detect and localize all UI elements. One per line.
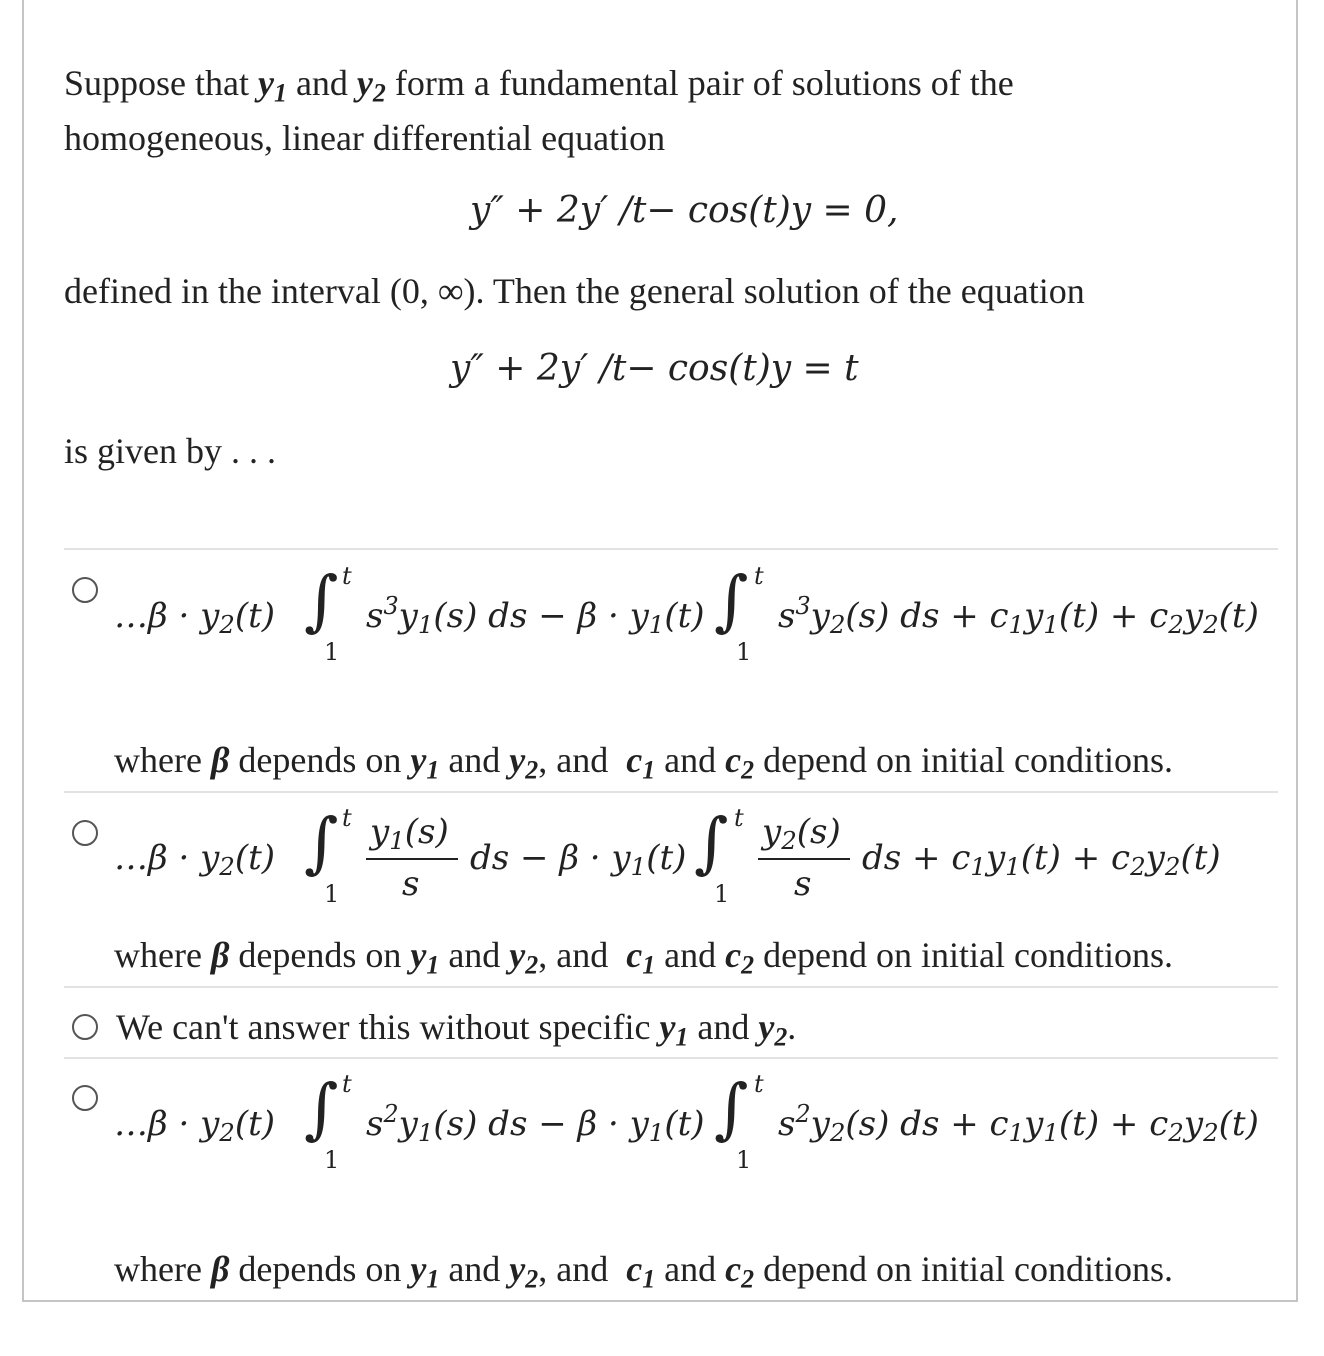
integral-sign: ∫ [694, 804, 729, 881]
option-a-integrand-2: $s^3y_2(s)$ ds + $c_1y_1(t) + c_2y_2(t)$ [778, 591, 1259, 640]
option-a-where-text: where β depends on $y_1$ and $y_2$, and $c_1$ and $c_2$ depend on initial conditions. [114, 740, 1174, 785]
separator [64, 1057, 1278, 1059]
option-b-lead: …β · $y_2(t)$ [114, 838, 276, 882]
lead-out-text: is given by . . . [64, 431, 276, 471]
option-a-radio[interactable] [72, 577, 98, 603]
integral-sign: ∫ [304, 1070, 339, 1147]
separator [64, 548, 1278, 550]
fraction-numerator: $y_1(s)$ [370, 812, 449, 856]
upper-limit: t [342, 1070, 352, 1098]
fraction-numerator: $y_2(s)$ [762, 812, 841, 856]
upper-limit: t [754, 1070, 764, 1098]
option-d-lead: …β · $y_2(t)$ [114, 1104, 276, 1148]
upper-limit: t [754, 562, 764, 590]
y2-symbol: $y_2$ [356, 63, 386, 108]
option-d-radio[interactable] [72, 1085, 98, 1111]
separator [64, 986, 1278, 988]
fraction-bar [758, 858, 850, 860]
intro-line-1: Suppose that $y_1$ and $y_2$ form a fundamental pair of solutions of the [64, 63, 1014, 108]
option-a-lead: …β · $y_2(t)$ [114, 596, 276, 640]
integral-sign: ∫ [304, 804, 339, 881]
option-b-tail: ds + $c_1y_1(t) + c_2y_2(t)$ [862, 838, 1221, 882]
upper-limit: t [342, 562, 352, 590]
lower-limit: 1 [324, 1146, 340, 1174]
homogeneous-equation: y″ + 2y′ /t− cos(t)y = 0, [470, 190, 899, 231]
lower-limit: 1 [324, 880, 340, 908]
fraction-bar [366, 858, 458, 860]
lower-limit: 1 [714, 880, 730, 908]
option-c-radio[interactable] [72, 1014, 98, 1040]
option-b-radio[interactable] [72, 820, 98, 846]
option-a-integrand-1: $s^3y_1(s)$ ds − $\beta \cdot y_1(t)$ [366, 591, 705, 640]
option-d-integrand-2: $s^2y_2(s)$ ds + $c_1y_1(t) + c_2y_2(t)$ [778, 1099, 1259, 1148]
fraction-denominator: s [794, 864, 812, 904]
integral-sign: ∫ [304, 562, 339, 639]
option-d-integrand-1: $s^2y_1(s)$ ds − $\beta \cdot y_1(t)$ [366, 1099, 705, 1148]
y1-symbol: $y_1$ [258, 63, 287, 108]
intro-line-2: homogeneous, linear differential equation [64, 118, 666, 158]
option-b-middle: ds − $\beta \cdot y_1(t)$ [470, 838, 687, 882]
integral-sign: ∫ [714, 1070, 749, 1147]
option-c-text[interactable]: We can't answer this without specific $y_1$ and $y_2$. [116, 1007, 797, 1052]
option-d-where-text: where β depends on $y_1$ and $y_2$, and $c_1$ and $c_2$ depend on initial conditions. [114, 1249, 1174, 1294]
upper-limit: t [342, 804, 352, 832]
fraction-denominator: s [402, 864, 420, 904]
separator [64, 791, 1278, 793]
upper-limit: t [734, 804, 744, 832]
lower-limit: 1 [736, 638, 752, 666]
lower-limit: 1 [736, 1146, 752, 1174]
option-b-where-text: where β depends on $y_1$ and $y_2$, and $c_1$ and $c_2$ depend on initial conditions. [114, 935, 1174, 980]
interval-text: defined in the interval (0, ∞). Then the general solution of the equation [64, 271, 1085, 311]
lower-limit: 1 [324, 638, 340, 666]
nonhomogeneous-equation: y″ + 2y′ /t− cos(t)y = t [450, 348, 859, 389]
integral-sign: ∫ [714, 562, 749, 639]
